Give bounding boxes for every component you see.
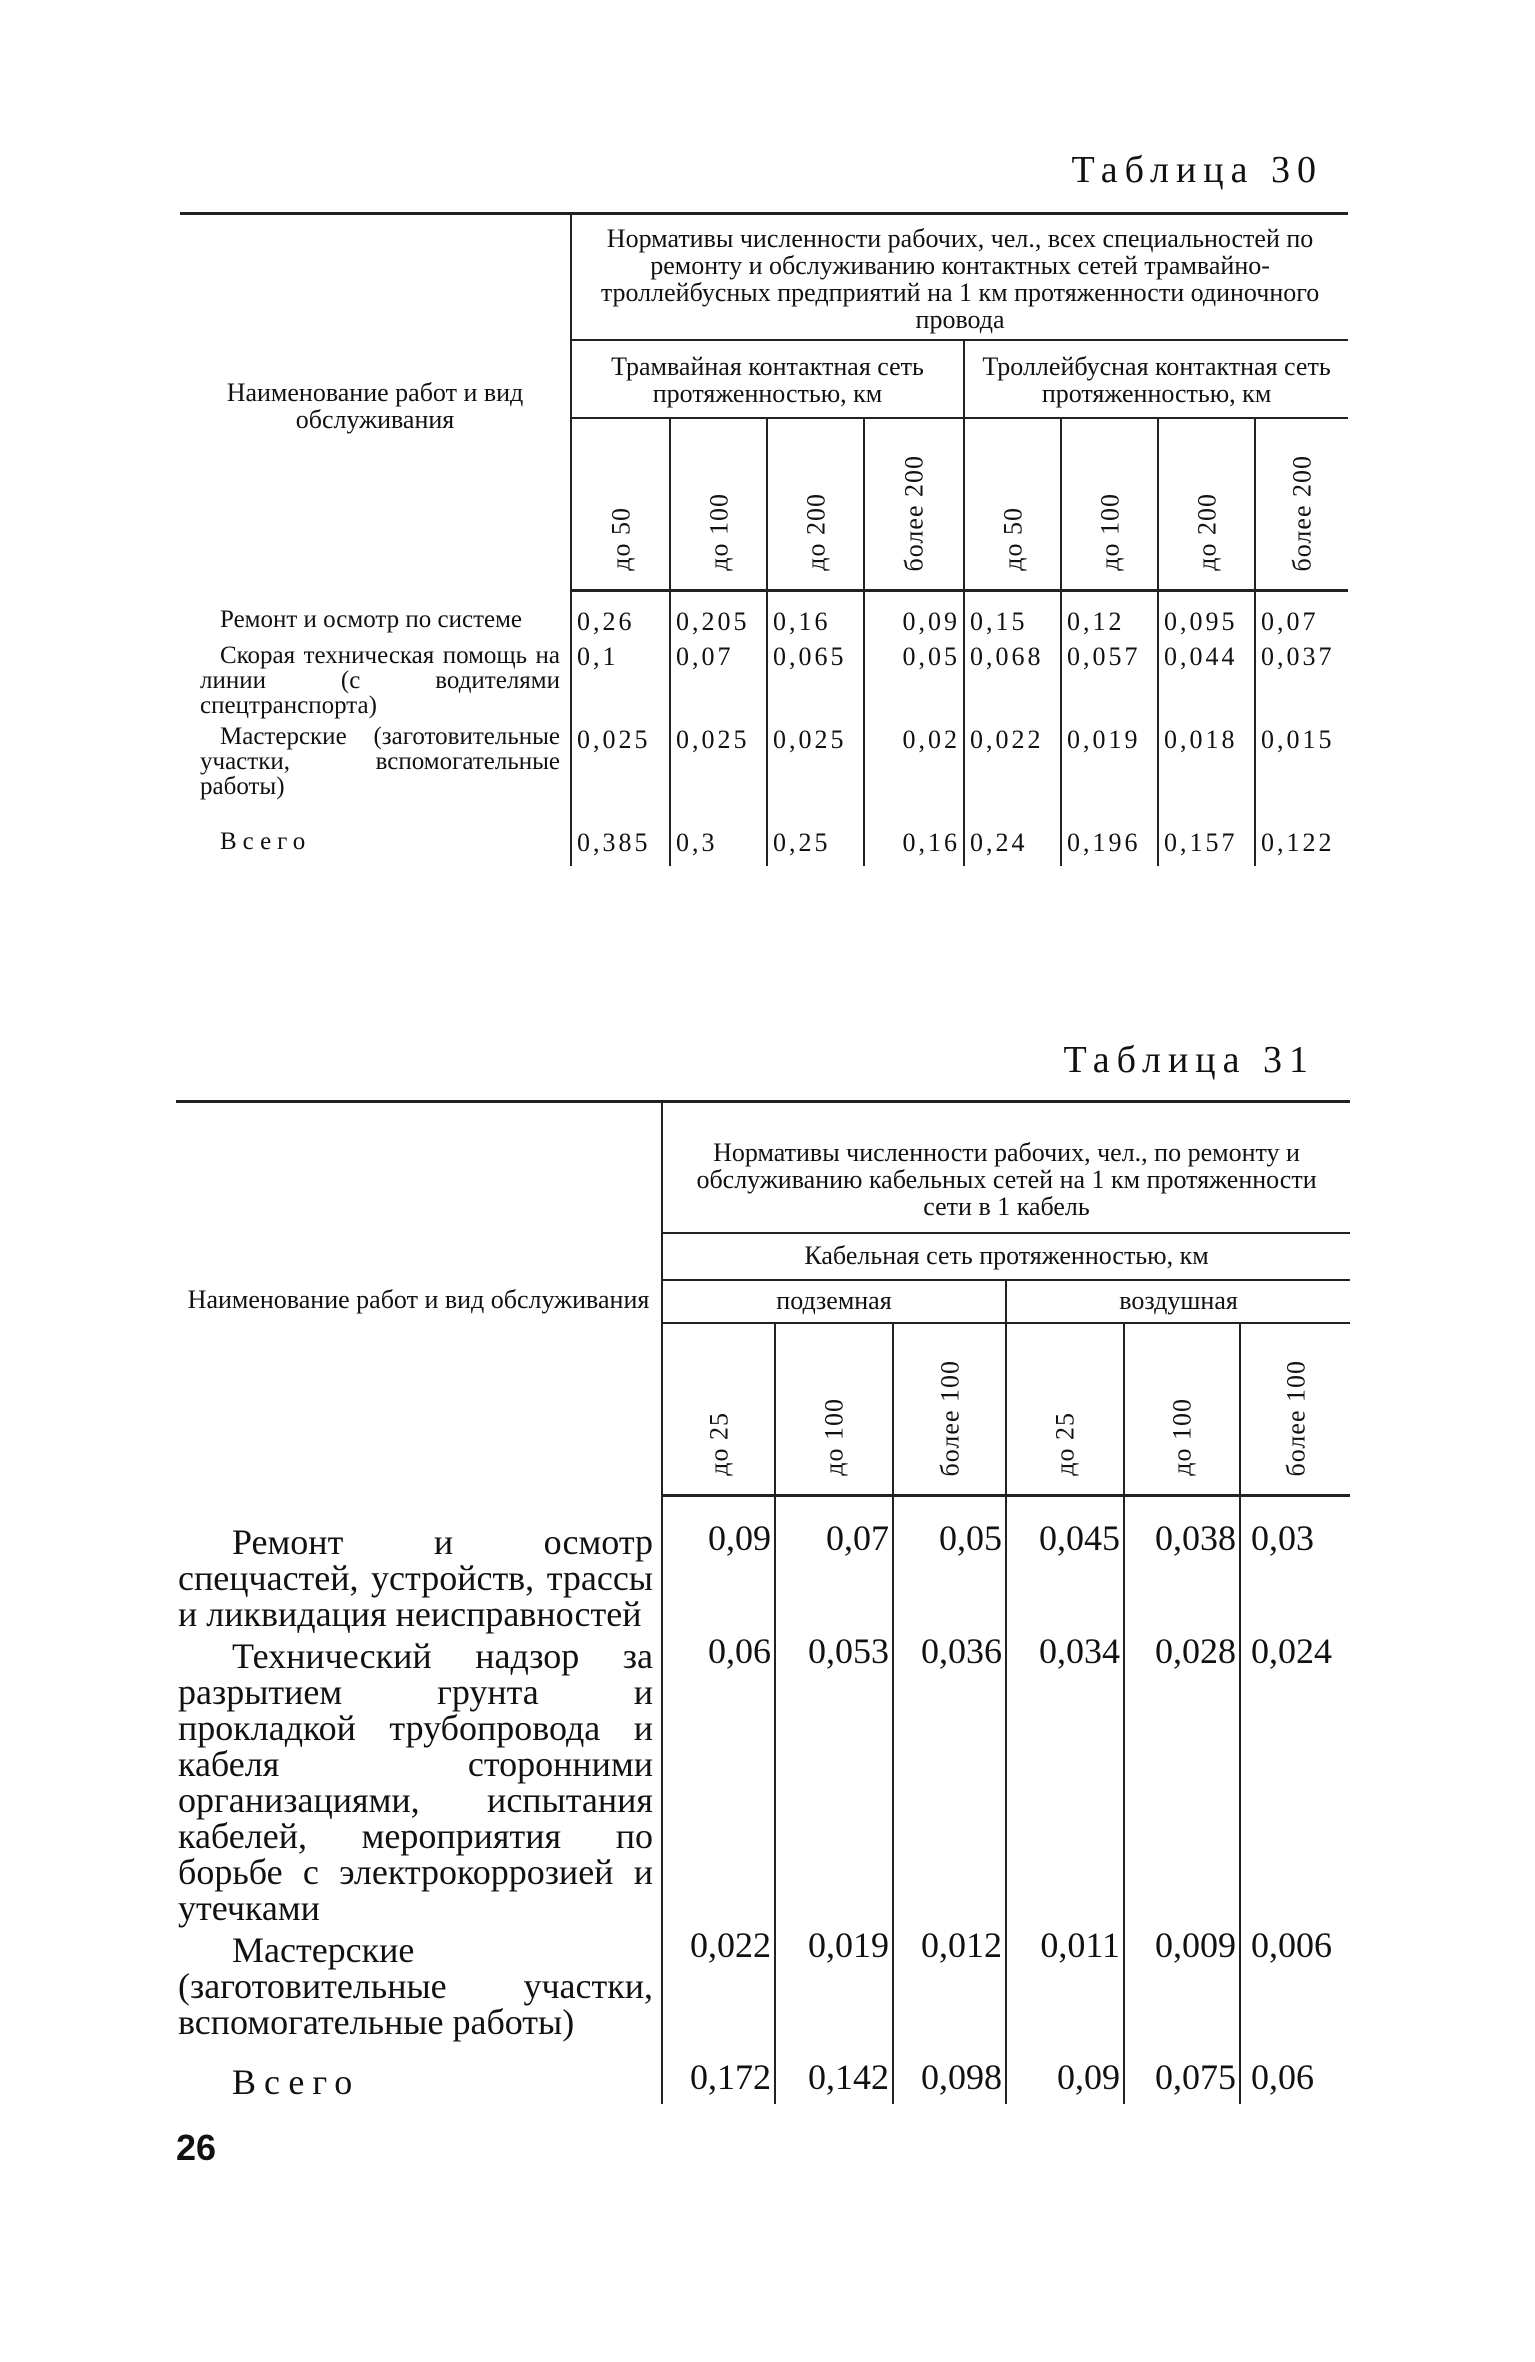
table-cell: 0,122 xyxy=(1261,828,1335,857)
table-row xyxy=(176,1496,1350,1636)
table-30-column-header: до 200 xyxy=(1158,418,1255,591)
table-row xyxy=(180,591,1348,640)
table-cell: 0,034 xyxy=(1006,1636,1124,1930)
table-cell: 0,1 xyxy=(571,639,670,722)
table-31-group-aerial: воздушная xyxy=(1006,1280,1350,1323)
table-30-column-header: до 50 xyxy=(571,418,670,591)
table-cell: 0,025 xyxy=(571,722,670,803)
table-cell: 0,009 xyxy=(1124,1930,1240,2044)
table-cell: 0,05 xyxy=(893,1496,1006,1636)
row-label: Ремонт и осмотр по системе xyxy=(180,591,571,640)
table-cell: 0,09 xyxy=(864,591,964,640)
table-31-name-header: Наименование работ и вид обслуживания xyxy=(176,1102,662,1496)
row-label: Скорая техническая помощь на линии (с водителями спецтранспорта) xyxy=(180,639,571,722)
table-30-name-header: Наименование работ и вид обслуживания xyxy=(180,214,571,591)
table-30-column-header: до 200 xyxy=(767,418,864,591)
table-cell: 0,15 xyxy=(964,591,1061,640)
table-cell: 0,09 xyxy=(662,1496,775,1636)
table-cell: 0,12 xyxy=(1061,591,1158,640)
table-row xyxy=(176,1636,1350,1930)
row-label: Технический надзор за разрытием грунта и прокладкой трубопровода и кабеля сторонними организациями, испытания кабелей, мероприятия по борьбе с электрокоррозией и утечками xyxy=(176,1636,662,1930)
row-label: Всего xyxy=(180,803,571,866)
table-cell: 0,038 xyxy=(1124,1496,1240,1636)
table-cell: 0,05 xyxy=(864,639,964,722)
table-cell: 0,015 xyxy=(1261,725,1335,754)
table-cell: 0,196 xyxy=(1061,803,1158,866)
table-30-column-header: до 100 xyxy=(1061,418,1158,591)
table-31-caption: Таблица 31 xyxy=(1063,1039,1315,1081)
table-cell: 0,022 xyxy=(964,722,1061,803)
table-row xyxy=(180,722,1348,803)
table-cell: 0,075 xyxy=(1124,2044,1240,2104)
table-30-group-tram: Трамвайная контактная сеть протяженностью, км xyxy=(571,340,964,418)
table-cell: 0,07 xyxy=(670,639,767,722)
table-31-column-header: более 100 xyxy=(1240,1323,1350,1496)
table-30-column-header: более 200 xyxy=(864,418,964,591)
table-cell: 0,02 xyxy=(864,722,964,803)
row-label: Мастерские (заготовительные участки, вспомогательные работы) xyxy=(180,722,571,803)
table-row xyxy=(176,1930,1350,2044)
table-30-column-header: до 50 xyxy=(964,418,1061,591)
table-cell: 0,037 xyxy=(1261,642,1335,671)
table-cell: 0,057 xyxy=(1061,639,1158,722)
table-cell: 0,098 xyxy=(893,2044,1006,2104)
table-row xyxy=(176,2044,1350,2104)
table-cell: 0,068 xyxy=(964,639,1061,722)
table-30-column-header: более 200 xyxy=(1255,418,1348,591)
table-31-group-underground: подземная xyxy=(662,1280,1006,1323)
table-31-column-header: до 100 xyxy=(1124,1323,1240,1496)
table-31-main-header: Нормативы численности рабочих, чел., по ремонту и обслуживанию кабельных сетей на 1 км протяженности сети в 1 кабель xyxy=(662,1102,1350,1234)
table-cell: 0,142 xyxy=(775,2044,893,2104)
table-31-column-header: до 25 xyxy=(662,1323,775,1496)
page-number: 26 xyxy=(176,2127,217,2168)
table-cell: 0,065 xyxy=(767,639,864,722)
table-cell: 0,095 xyxy=(1158,591,1255,640)
table-31-sub-header: Кабельная сеть протяженностью, км xyxy=(662,1233,1350,1280)
table-row xyxy=(180,803,1348,866)
table-cell: 0,022 xyxy=(662,1930,775,2044)
table-30-column-header: до 100 xyxy=(670,418,767,591)
table-cell: 0,09 xyxy=(1006,2044,1124,2104)
table-cell: 0,019 xyxy=(775,1930,893,2044)
table-31 xyxy=(176,1100,1350,2104)
table-30-group-trolley: Троллейбусная контактная сеть протяженностью, км xyxy=(964,340,1348,418)
table-cell: 0,011 xyxy=(1006,1930,1124,2044)
table-cell: 0,03 xyxy=(1251,1518,1314,1558)
table-cell: 0,045 xyxy=(1006,1496,1124,1636)
table-cell: 0,036 xyxy=(893,1636,1006,1930)
table-31-column-header: более 100 xyxy=(893,1323,1006,1496)
table-cell: 0,024 xyxy=(1251,1630,1332,1671)
table-cell: 0,16 xyxy=(864,803,964,866)
table-cell: 0,044 xyxy=(1158,639,1255,722)
table-cell: 0,006 xyxy=(1251,1924,1332,1965)
table-cell: 0,24 xyxy=(964,803,1061,866)
table-cell: 0,07 xyxy=(775,1496,893,1636)
table-cell: 0,025 xyxy=(670,722,767,803)
table-cell: 0,205 xyxy=(670,591,767,640)
table-row xyxy=(180,639,1348,722)
table-cell: 0,025 xyxy=(767,722,864,803)
table-cell: 0,25 xyxy=(767,803,864,866)
table-cell: 0,16 xyxy=(767,591,864,640)
table-cell: 0,172 xyxy=(662,2044,775,2104)
table-cell: 0,018 xyxy=(1158,722,1255,803)
table-31-column-header: до 25 xyxy=(1006,1323,1124,1496)
table-cell: 0,26 xyxy=(571,591,670,640)
table-31-column-header: до 100 xyxy=(775,1323,893,1496)
table-cell: 0,06 xyxy=(1251,2056,1314,2097)
table-cell: 0,157 xyxy=(1158,803,1255,866)
table-cell: 0,3 xyxy=(670,803,767,866)
row-label: Мастерские (заготовительные участки, вспомогательные работы) xyxy=(176,1930,662,2044)
row-label: Ремонт и осмотр спецчастей, устройств, трассы и ликвидация неисправностей xyxy=(176,1496,662,1636)
table-30-caption: Таблица 30 xyxy=(1071,149,1323,191)
table-cell: 0,07 xyxy=(1261,607,1319,636)
table-cell: 0,012 xyxy=(893,1930,1006,2044)
table-30 xyxy=(180,212,1348,866)
table-30-main-header: Нормативы численности рабочих, чел., всех специальностей по ремонту и обслуживанию контактных сетей трамвайно-троллейбусных предприятий на 1 км протяженности одиночного провода xyxy=(571,214,1348,341)
row-label: Всего xyxy=(176,2044,662,2104)
table-cell: 0,053 xyxy=(775,1636,893,1930)
table-cell: 0,028 xyxy=(1124,1636,1240,1930)
table-cell: 0,385 xyxy=(571,803,670,866)
table-cell: 0,06 xyxy=(662,1636,775,1930)
table-cell: 0,019 xyxy=(1061,722,1158,803)
